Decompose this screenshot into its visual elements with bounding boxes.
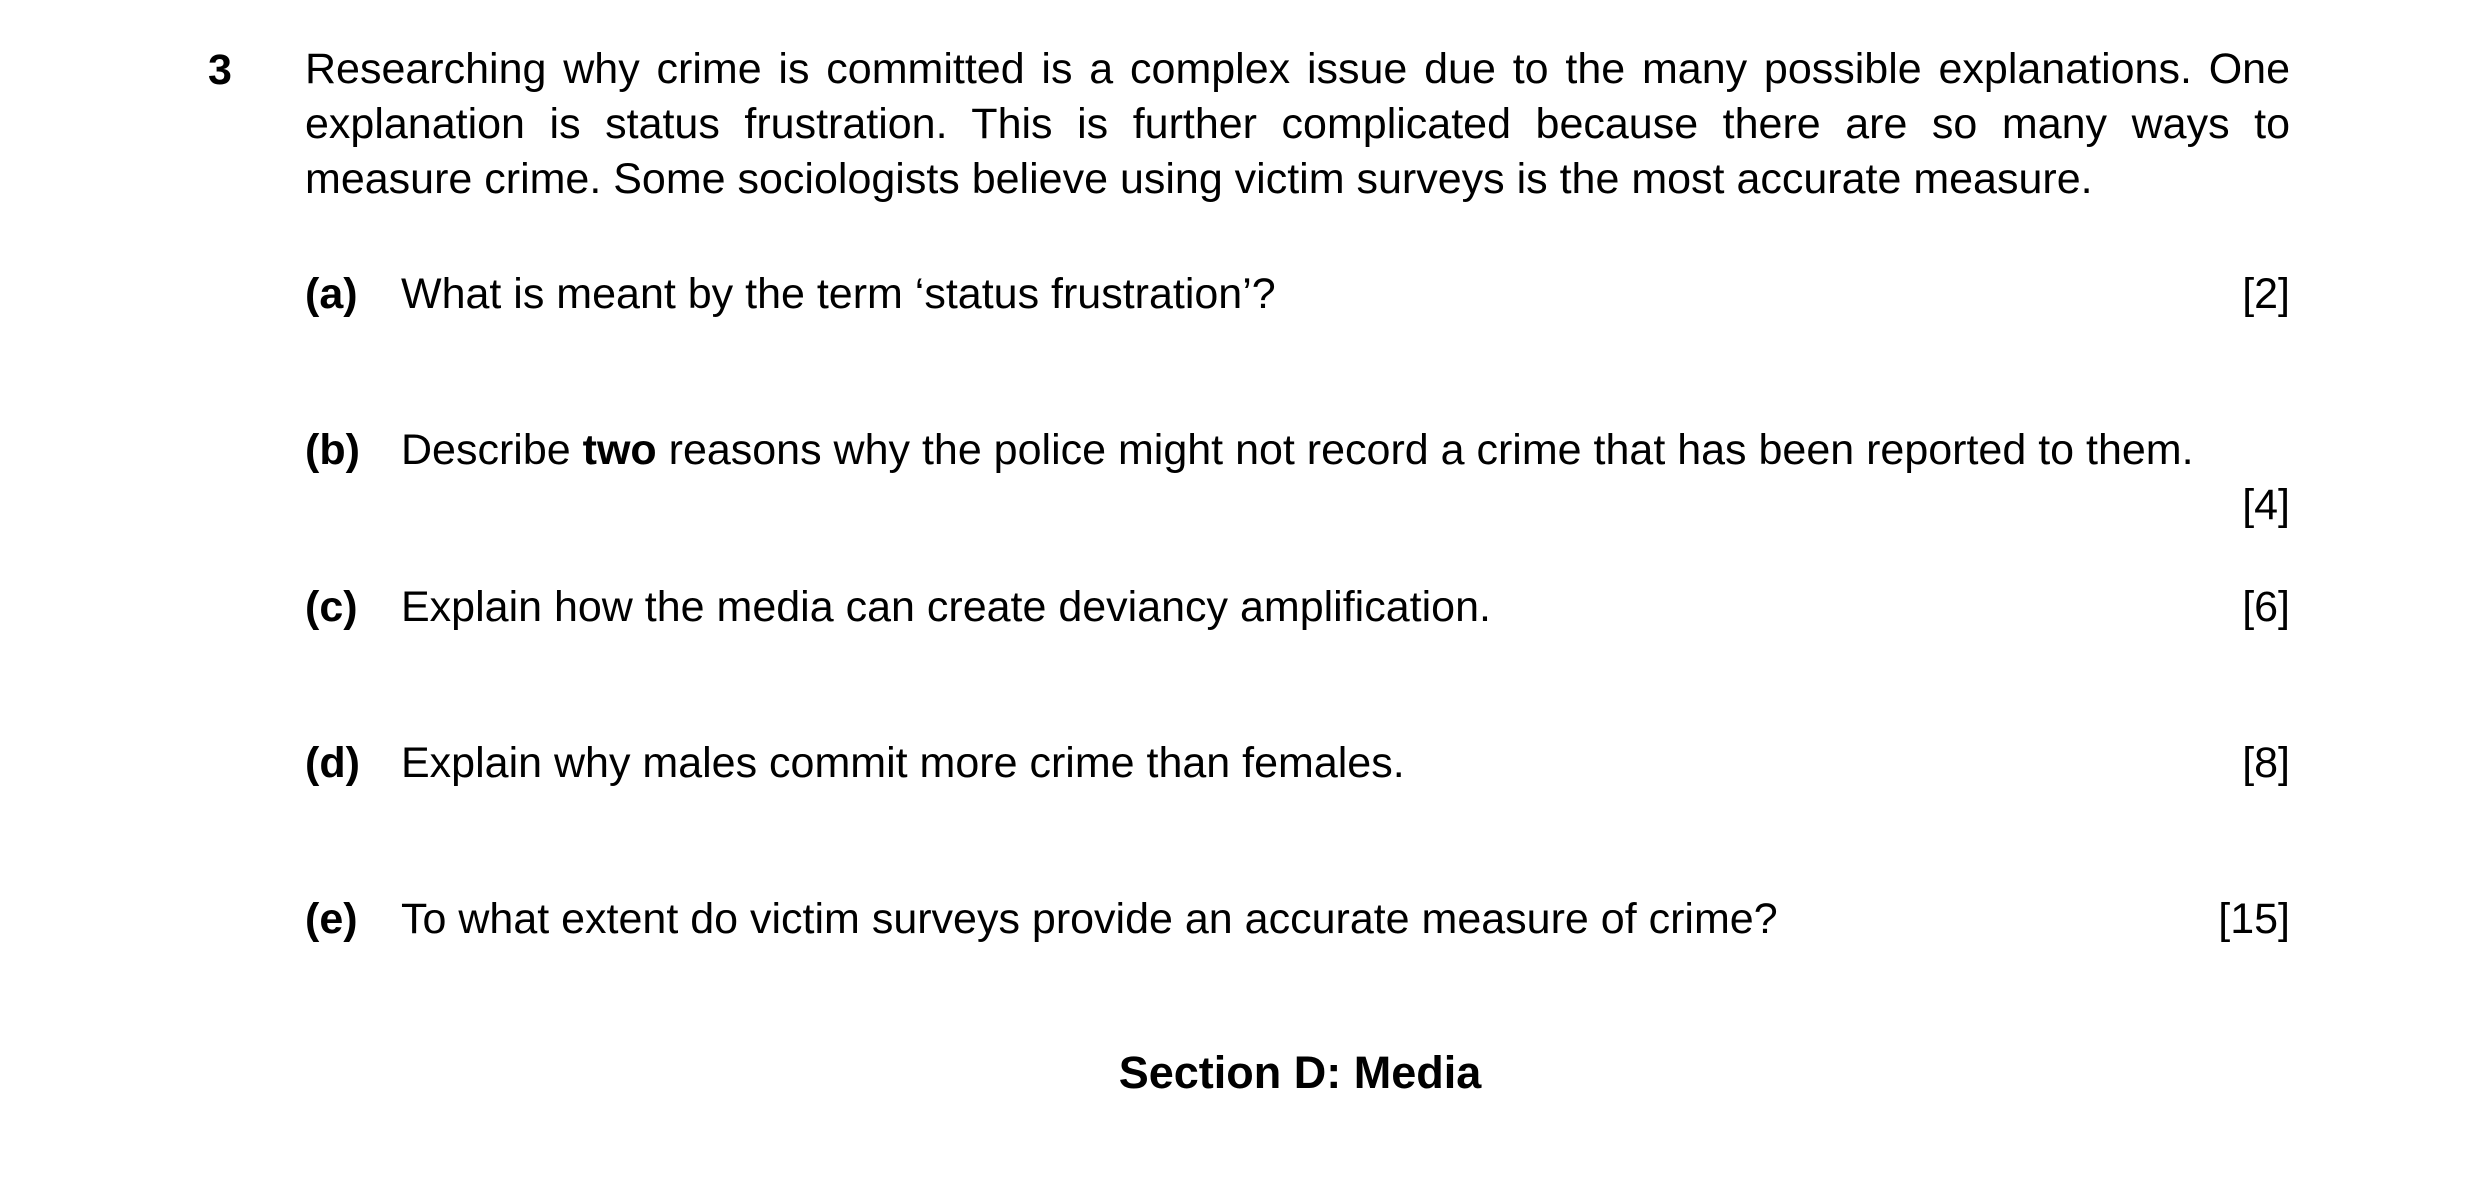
part-label-e: (e) [305,895,358,943]
question-stem: Researching why crime is committed is a complex issue due to the many possible explanations. One explanation is status frustration. This is further complicated because there are so many ways to measure crime. Some sociologists believe using victim surveys is the most accurate measure. [305,45,2290,203]
question-number: 3 [208,46,232,94]
part-marks-e: [15] [2218,895,2290,943]
section-heading: Section D: Media [1118,1047,1482,1098]
part-text-a: What is meant by the term ‘status frustration’? [401,270,1276,318]
part-label-d: (d) [305,739,360,787]
part-label-b: (b) [305,426,360,474]
part-text-c: Explain how the media can create deviancy amplification. [401,583,1491,631]
part-text-e: To what extent do victim surveys provide an accurate measure of crime? [401,895,1778,943]
part-marks-a: [2] [2242,270,2290,318]
part-text-b [401,423,2221,478]
part-text-d: Explain why males commit more crime than females. [401,739,1405,787]
part-marks-c: [6] [2242,583,2290,631]
part-text-b-emphasis: two [582,426,657,474]
part-label-c: (c) [305,583,358,631]
part-marks-b: [4] [2242,481,2290,529]
part-label-a: (a) [305,270,358,318]
part-text-b-end: reasons why the police might not record a crime that has been reported to them. [656,426,2194,474]
part-marks-d: [8] [2242,739,2290,787]
part-text-b-start: Describe [401,426,583,474]
